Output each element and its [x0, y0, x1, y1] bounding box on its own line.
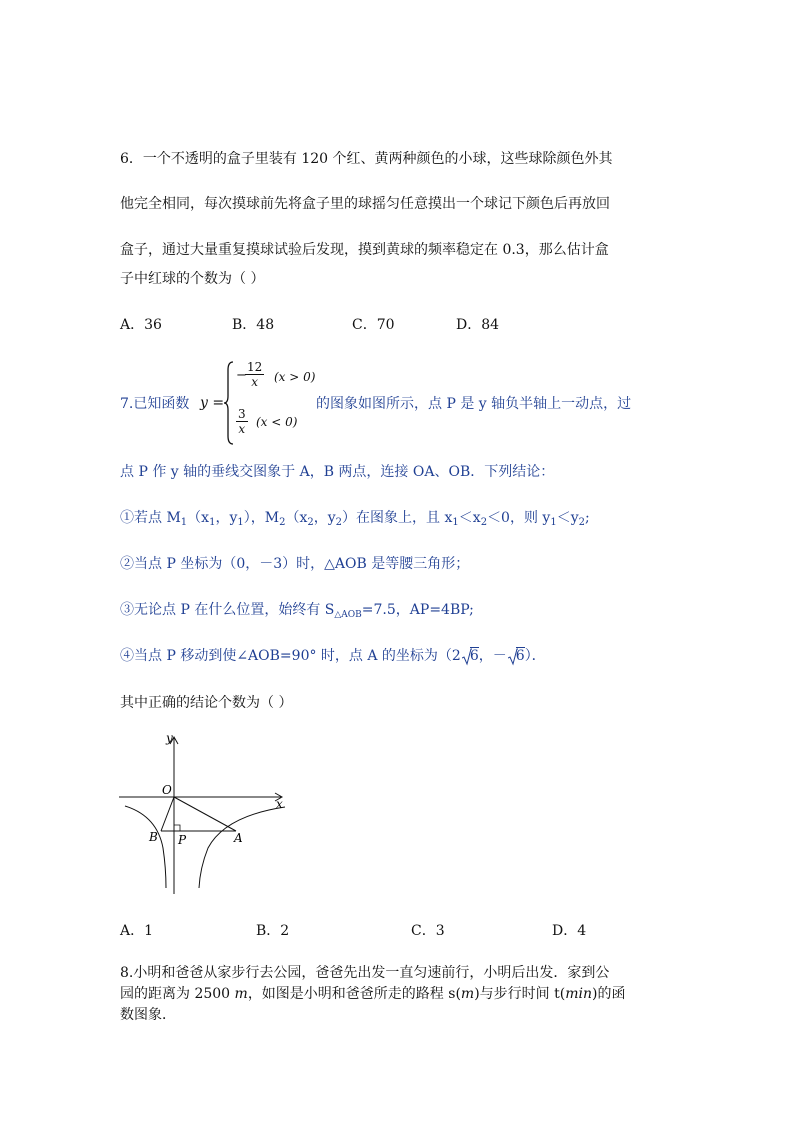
q7-suffix: 的图象如图所示，点 P 是 y 轴负半轴上一动点，过 — [316, 396, 632, 412]
s1-sub-y1: 1 — [237, 517, 244, 528]
statement-2: ②当点 P 坐标为（0，－3）时，△AOB 是等腰三角形； — [120, 556, 470, 572]
s1-a: ①若点 M — [120, 510, 181, 526]
segment-ob — [161, 797, 174, 831]
right-angle-mark — [174, 825, 180, 831]
label-b: B — [149, 830, 158, 844]
q7-option-a: A．1 — [120, 923, 154, 939]
q7-line-2: 点 P 作 y 轴的垂线交图象于 A，B 两点，连接 OA、OB．下列结论： — [120, 464, 555, 480]
s1-sub-x1: 1 — [209, 517, 216, 528]
piece1-sign: − — [236, 368, 247, 383]
s1-h: ＜x — [458, 510, 481, 526]
s1-sub-m1: 1 — [180, 517, 188, 528]
piece2-denominator: x — [238, 422, 246, 436]
q8-line-2 — [120, 983, 625, 1003]
s4-a: ④当点 P 移动到使∠AOB=90° 时，点 A 的坐标为（2 — [120, 648, 461, 664]
q8-l2-unit-m: m — [234, 986, 248, 1002]
s1-f: ，y — [313, 510, 336, 526]
s4-c: ）． — [524, 648, 546, 664]
q8-l2-a: 园的距离为 2500 — [120, 986, 235, 1002]
q7-option-d: D．4 — [552, 923, 587, 939]
piece1-denominator: x — [251, 375, 259, 389]
q8-line-1: 8.小明和爸爸从家步行去公园，爸爸先出发一直匀速前行，小明后出发．家到公 — [120, 965, 610, 981]
sqrt-1 — [462, 648, 479, 664]
q6-line-2: 他完全相同，每次摸球前先将盒子里的球摇匀任意摸出一个球记下颜色后再放回 — [120, 196, 610, 212]
label-o: O — [162, 783, 172, 797]
radical-icon — [508, 648, 518, 666]
radical-icon — [462, 648, 472, 666]
q6-option-c: C．70 — [352, 317, 395, 333]
q8-l2-unit-min: min — [565, 986, 592, 1002]
s3-a: ③无论点 P 在什么位置，始终有 S — [120, 602, 335, 618]
label-a: A — [234, 831, 243, 845]
q6-line-1: 6．一个不透明的盒子里装有 120 个红、黄两种颜色的小球，这些球除颜色外其 — [120, 151, 613, 167]
piece2-fraction — [236, 407, 248, 436]
segment-oa — [174, 797, 236, 831]
q7-option-b: B．2 — [256, 923, 290, 939]
q6-line-4: 子中红球的个数为（ ） — [120, 271, 265, 287]
q8-l2-unit-m2: m — [460, 986, 475, 1002]
s1-e: （x — [285, 510, 308, 526]
label-x: x — [276, 797, 283, 811]
q6-line-3: 盒子，通过大量重复摸球试验后发现，摸到黄球的频率稳定在 0.3，那么估计盒 — [120, 242, 609, 258]
s1-c: ，y — [215, 510, 238, 526]
statement-3 — [120, 599, 474, 620]
s3-sub: △AOB — [334, 610, 362, 620]
q6-option-b: B．48 — [232, 317, 275, 333]
piece2-numerator: 3 — [238, 407, 246, 421]
left-branch-curve — [125, 806, 166, 888]
q8-l2-d: )的函 — [591, 986, 626, 1002]
s1-sub-y1b: 1 — [550, 517, 557, 528]
piece1-fraction — [245, 360, 264, 389]
sqrt-1-value: 6 — [469, 648, 479, 664]
q8-line-3: 数图象． — [120, 1007, 176, 1023]
s1-j: ＜y — [556, 510, 579, 526]
sqrt-2 — [508, 648, 525, 664]
s1-g: ）在图象上，且 x — [342, 510, 453, 526]
piecewise-formula — [200, 360, 318, 446]
q7-prefix: 7.已知函数 — [120, 396, 190, 412]
s1-d: ），M — [243, 510, 280, 526]
s1-k: ; — [585, 510, 590, 526]
s1-sub-x2b: 2 — [480, 517, 488, 528]
left-brace-icon — [224, 360, 234, 446]
s1-sub-y2b: 2 — [578, 517, 586, 528]
sqrt-2-value: 6 — [515, 648, 525, 664]
s1-i: ＜0，则 y — [487, 510, 551, 526]
q8-l2-b: ，如图是小明和爸爸所走的路程 s( — [247, 986, 461, 1002]
statement-4 — [120, 645, 546, 665]
q7-ask: 其中正确的结论个数为（ ） — [120, 695, 293, 711]
function-graph — [115, 728, 295, 898]
q6-option-d: D．84 — [456, 317, 500, 333]
piece2-condition: (x < 0) — [256, 415, 298, 429]
s1-sub-m2: 2 — [279, 517, 286, 528]
q6-option-a: A．36 — [120, 317, 162, 333]
right-branch-curve — [199, 807, 285, 888]
q7-option-c: C．3 — [411, 923, 445, 939]
label-p: P — [178, 833, 187, 847]
y-equals: y = — [200, 395, 225, 411]
s3-b: =7.5，AP=4BP; — [361, 602, 474, 618]
label-y: y — [166, 731, 173, 745]
s1-b: （x — [187, 510, 210, 526]
piece1-numerator: 12 — [247, 360, 263, 374]
s1-sub-x2: 2 — [307, 517, 314, 528]
q8-l2-c: )与步行时间 t( — [474, 986, 566, 1002]
s4-b: ，－ — [478, 648, 507, 664]
s1-sub-y2: 2 — [335, 517, 343, 528]
s1-sub-x1b: 1 — [452, 517, 459, 528]
piece1-condition: (x > 0) — [274, 370, 316, 384]
statement-1 — [120, 507, 590, 528]
